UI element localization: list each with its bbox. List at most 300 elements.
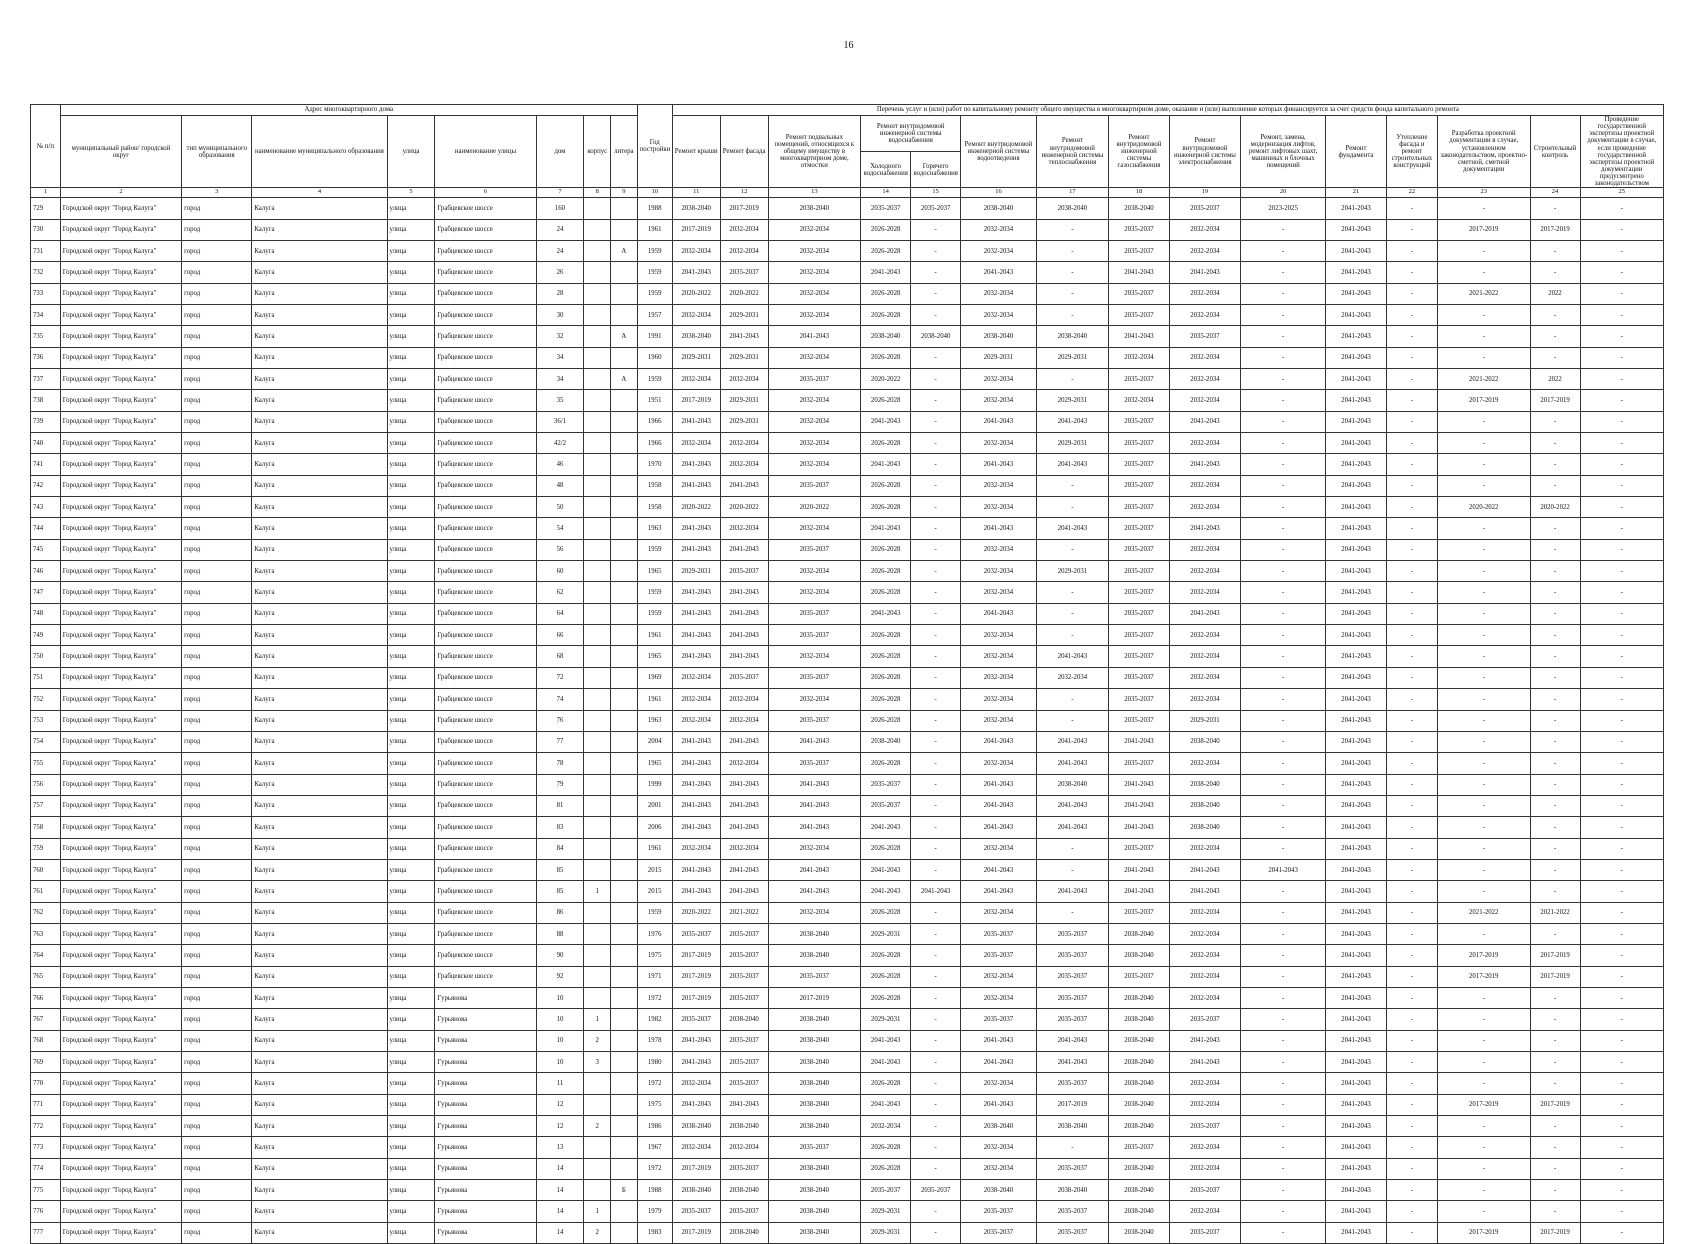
table-cell: - <box>1241 731 1326 752</box>
table-row <box>31 1052 1664 1073</box>
table-cell: - <box>1530 753 1580 774</box>
table-cell: 749 <box>31 625 61 646</box>
table-cell: - <box>1241 774 1326 795</box>
table-cell: - <box>1386 795 1437 816</box>
table-cell: 2035-2037 <box>1109 1137 1170 1158</box>
table-cell <box>584 689 611 710</box>
table-cell: 2035-2037 <box>672 923 720 944</box>
table-cell: - <box>911 945 961 966</box>
table-cell <box>611 561 638 582</box>
table-cell: улица <box>387 219 435 240</box>
table-cell: 2041-2043 <box>961 411 1037 432</box>
header-insulation: Утепление фасада и ремонт строительных конструкций <box>1386 116 1437 188</box>
table-cell: - <box>911 304 961 325</box>
table-cell: 729 <box>31 198 61 219</box>
table-cell: 14 <box>536 1158 584 1179</box>
table-cell: - <box>911 347 961 368</box>
table-cell: 2041-2043 <box>1036 731 1108 752</box>
table-cell: 2035-2037 <box>1169 1116 1240 1137</box>
table-cell: 1 <box>584 881 611 902</box>
table-cell: Городской округ "Город Калуга" <box>60 1222 181 1243</box>
table-cell: город <box>182 945 252 966</box>
table-cell: - <box>1437 198 1530 219</box>
table-cell <box>611 1052 638 1073</box>
table-cell: - <box>911 1094 961 1115</box>
table-cell: улица <box>387 1073 435 1094</box>
table-cell: - <box>1580 582 1663 603</box>
table-cell: - <box>1241 966 1326 987</box>
table-cell <box>611 625 638 646</box>
table-cell: - <box>1241 390 1326 411</box>
table-cell: 2 <box>584 1116 611 1137</box>
table-cell: - <box>1580 817 1663 838</box>
table-cell: улица <box>387 582 435 603</box>
table-cell: 2029-2031 <box>720 390 768 411</box>
table-cell: город <box>182 1158 252 1179</box>
header-house: дом <box>536 116 584 188</box>
table-row <box>31 987 1664 1008</box>
header-water-group: Ремонт внутридомовой инженерной системы водоснабжения <box>861 116 961 152</box>
table-cell: улица <box>387 603 435 624</box>
table-cell: Калуга <box>252 902 387 923</box>
table-cell: 2026-2028 <box>861 561 911 582</box>
table-cell: 756 <box>31 774 61 795</box>
table-cell: 2038-2040 <box>1109 1073 1170 1094</box>
table-cell: Калуга <box>252 689 387 710</box>
table-cell: 2035-2037 <box>1109 838 1170 859</box>
table-cell: Калуга <box>252 475 387 496</box>
table-cell: город <box>182 475 252 496</box>
table-cell: 2038-2040 <box>720 1009 768 1030</box>
table-cell: - <box>1530 987 1580 1008</box>
table-cell: 2038-2040 <box>1109 1180 1170 1201</box>
table-cell: - <box>1580 518 1663 539</box>
table-cell: - <box>1530 731 1580 752</box>
table-cell: 2038-2040 <box>768 1201 861 1222</box>
table-cell: 2041-2043 <box>1326 1094 1387 1115</box>
table-cell: 2038-2040 <box>768 1222 861 1243</box>
header-letter: литера <box>611 116 638 188</box>
table-cell: - <box>1241 369 1326 390</box>
table-row <box>31 859 1664 880</box>
table-cell: 2032-2034 <box>961 667 1037 688</box>
table-cell: 2041-2043 <box>1326 795 1387 816</box>
table-cell: - <box>1437 475 1530 496</box>
table-cell: - <box>1580 433 1663 454</box>
table-cell: 2035-2037 <box>961 1222 1037 1243</box>
table-cell: - <box>1437 881 1530 902</box>
table-cell: 2017-2019 <box>1530 966 1580 987</box>
table-cell: 2032-2034 <box>672 433 720 454</box>
table-cell: - <box>1437 262 1530 283</box>
table-cell: 2032-2034 <box>1169 902 1240 923</box>
table-cell <box>584 454 611 475</box>
table-cell: 2035-2037 <box>861 795 911 816</box>
table-cell: 2032-2034 <box>1169 625 1240 646</box>
table-cell: 2026-2028 <box>861 1137 911 1158</box>
table-cell: город <box>182 838 252 859</box>
table-cell: 2041-2043 <box>1326 390 1387 411</box>
table-cell: Городской округ "Город Калуга" <box>60 390 181 411</box>
table-cell: 2035-2037 <box>768 625 861 646</box>
table-row <box>31 1030 1664 1051</box>
table-cell: 2035-2037 <box>720 1201 768 1222</box>
table-cell: улица <box>387 198 435 219</box>
table-cell: город <box>182 902 252 923</box>
table-cell: 2020-2022 <box>672 902 720 923</box>
table-cell <box>611 1073 638 1094</box>
table-cell: 2041-2043 <box>1326 262 1387 283</box>
table-cell: 2032-2034 <box>768 304 861 325</box>
table-cell: - <box>1386 667 1437 688</box>
header-building: корпус <box>584 116 611 188</box>
table-cell: 2041-2043 <box>1326 881 1387 902</box>
table-cell: - <box>1437 731 1530 752</box>
table-cell <box>584 582 611 603</box>
table-cell: улица <box>387 1222 435 1243</box>
table-cell: 2032-2034 <box>961 1158 1037 1179</box>
table-cell: Городской округ "Город Калуга" <box>60 987 181 1008</box>
table-cell: - <box>1386 625 1437 646</box>
table-cell: 2017-2019 <box>768 987 861 1008</box>
table-row <box>31 219 1664 240</box>
table-cell: - <box>1241 1009 1326 1030</box>
table-cell: 2026-2028 <box>861 838 911 859</box>
table-cell: улица <box>387 1030 435 1051</box>
table-cell: 1975 <box>637 1094 672 1115</box>
table-cell <box>611 710 638 731</box>
table-cell: 64 <box>536 603 584 624</box>
table-cell: 1966 <box>637 411 672 432</box>
table-cell <box>584 1158 611 1179</box>
table-cell: 2038-2040 <box>1109 1052 1170 1073</box>
table-cell <box>584 731 611 752</box>
table-cell <box>611 667 638 688</box>
table-cell: 2035-2037 <box>961 945 1037 966</box>
table-cell <box>584 625 611 646</box>
table-cell <box>584 475 611 496</box>
table-cell: - <box>1386 987 1437 1008</box>
table-cell: город <box>182 774 252 795</box>
table-cell: Грабцевское шоссе <box>435 283 536 304</box>
table-cell: 2032-2034 <box>720 1137 768 1158</box>
table-cell: 2026-2028 <box>861 1073 911 1094</box>
table-cell: - <box>1241 945 1326 966</box>
table-cell: 2041-2043 <box>1326 902 1387 923</box>
table-cell: город <box>182 347 252 368</box>
table-cell: 1959 <box>637 582 672 603</box>
table-cell: 68 <box>536 646 584 667</box>
table-cell: 2035-2037 <box>961 923 1037 944</box>
table-cell: 2032-2034 <box>961 689 1037 710</box>
table-cell: 2026-2028 <box>861 304 911 325</box>
table-cell: 2035-2037 <box>1109 689 1170 710</box>
table-cell: - <box>1036 240 1108 261</box>
table-cell: - <box>1036 838 1108 859</box>
table-cell: 2035-2037 <box>1109 561 1170 582</box>
table-cell: 1957 <box>637 304 672 325</box>
table-cell <box>611 945 638 966</box>
table-cell: Грабцевское шоссе <box>435 603 536 624</box>
table-cell: город <box>182 304 252 325</box>
table-cell: 2035-2037 <box>1109 304 1170 325</box>
table-cell: 734 <box>31 304 61 325</box>
table-cell: 2041-2043 <box>720 625 768 646</box>
table-cell: 2041-2043 <box>720 326 768 347</box>
table-cell: Калуга <box>252 1052 387 1073</box>
table-cell: 2017-2019 <box>1530 219 1580 240</box>
table-cell: 2038-2040 <box>961 1116 1037 1137</box>
table-cell: - <box>1036 1137 1108 1158</box>
table-cell: 2032-2034 <box>961 625 1037 646</box>
table-cell: Грабцевское шоссе <box>435 753 536 774</box>
table-cell: - <box>1386 262 1437 283</box>
table-cell: 2029-2031 <box>672 347 720 368</box>
table-cell: 2032-2034 <box>1169 838 1240 859</box>
table-cell: 2041-2043 <box>1326 603 1387 624</box>
table-cell: 2035-2037 <box>672 1009 720 1030</box>
table-cell: 736 <box>31 347 61 368</box>
table-cell: 2035-2037 <box>768 966 861 987</box>
table-cell: 2038-2040 <box>1109 1009 1170 1030</box>
table-row <box>31 1201 1664 1222</box>
table-cell: 2038-2040 <box>1169 795 1240 816</box>
table-cell: 2032-2034 <box>1169 1201 1240 1222</box>
table-cell: - <box>1580 262 1663 283</box>
table-cell: Городской округ "Город Калуга" <box>60 966 181 987</box>
table-cell: 2041-2043 <box>1169 454 1240 475</box>
table-row <box>31 731 1664 752</box>
table-row <box>31 497 1664 518</box>
table-cell: 56 <box>536 539 584 560</box>
table-cell: 2035-2037 <box>911 198 961 219</box>
table-cell: 2038-2040 <box>1036 774 1108 795</box>
table-cell: - <box>911 369 961 390</box>
column-number: 23 <box>1437 188 1530 198</box>
column-number: 9 <box>611 188 638 198</box>
table-cell: - <box>1386 347 1437 368</box>
table-cell: 2041-2043 <box>861 411 911 432</box>
table-cell: - <box>1036 369 1108 390</box>
header-design: Разработка проектной документации в случае, установленном законодательством, проектно-сметной, сметной документации <box>1437 116 1530 188</box>
table-cell: - <box>1241 561 1326 582</box>
table-cell: - <box>1241 646 1326 667</box>
table-cell: 2041-2043 <box>1109 817 1170 838</box>
table-cell: 1959 <box>637 262 672 283</box>
table-cell: - <box>1036 219 1108 240</box>
table-cell: 733 <box>31 283 61 304</box>
table-cell: 761 <box>31 881 61 902</box>
table-cell: 735 <box>31 326 61 347</box>
table-cell: улица <box>387 539 435 560</box>
table-cell: город <box>182 966 252 987</box>
table-cell: - <box>1530 198 1580 219</box>
table-cell: - <box>1530 667 1580 688</box>
table-cell: 2041-2043 <box>961 774 1037 795</box>
table-row <box>31 902 1664 923</box>
table-cell: улица <box>387 518 435 539</box>
table-cell: 2035-2037 <box>1109 710 1170 731</box>
table-cell: - <box>1580 945 1663 966</box>
table-cell: Грабцевское шоссе <box>435 859 536 880</box>
table-cell: 2035-2037 <box>1109 582 1170 603</box>
table-cell: 2041-2043 <box>911 881 961 902</box>
table-cell: улица <box>387 1180 435 1201</box>
table-cell: город <box>182 625 252 646</box>
header-street-name: наименование улицы <box>435 116 536 188</box>
table-cell: 766 <box>31 987 61 1008</box>
table-cell: - <box>1241 283 1326 304</box>
table-cell: - <box>1530 518 1580 539</box>
table-cell: 2035-2037 <box>1109 966 1170 987</box>
table-cell: - <box>1241 326 1326 347</box>
table-cell: - <box>1530 433 1580 454</box>
table-cell: 2035-2037 <box>720 987 768 1008</box>
table-cell: - <box>911 987 961 1008</box>
table-cell: - <box>911 1137 961 1158</box>
table-cell: Городской округ "Город Калуга" <box>60 753 181 774</box>
table-cell: 2038-2040 <box>768 1116 861 1137</box>
table-cell: улица <box>387 987 435 1008</box>
table-cell: - <box>1241 817 1326 838</box>
table-cell: 2041-2043 <box>1326 1009 1387 1030</box>
table-cell: 2038-2040 <box>1109 1201 1170 1222</box>
table-cell: 1988 <box>637 1180 672 1201</box>
table-row <box>31 582 1664 603</box>
table-cell: улица <box>387 1201 435 1222</box>
table-cell: 2017-2019 <box>1437 390 1530 411</box>
table-cell: - <box>1241 689 1326 710</box>
table-cell: 764 <box>31 945 61 966</box>
table-cell: - <box>1241 1201 1326 1222</box>
table-cell: - <box>1530 475 1580 496</box>
table-cell: - <box>1530 603 1580 624</box>
table-cell: 753 <box>31 710 61 731</box>
table-cell: - <box>1386 1030 1437 1051</box>
table-cell: 78 <box>536 753 584 774</box>
table-cell <box>584 987 611 1008</box>
column-number: 13 <box>768 188 861 198</box>
table-cell: Городской округ "Город Калуга" <box>60 219 181 240</box>
table-cell: - <box>1036 859 1108 880</box>
table-cell: город <box>182 369 252 390</box>
table-cell <box>611 475 638 496</box>
table-cell: 2041-2043 <box>720 881 768 902</box>
table-cell: город <box>182 262 252 283</box>
table-cell: 2035-2037 <box>1036 966 1108 987</box>
table-cell: - <box>911 710 961 731</box>
table-row <box>31 945 1664 966</box>
table-cell: - <box>1530 689 1580 710</box>
table-cell: - <box>1386 1201 1437 1222</box>
table-cell <box>584 774 611 795</box>
table-cell: Калуга <box>252 731 387 752</box>
table-cell: 1959 <box>637 539 672 560</box>
table-cell: 2017-2019 <box>672 987 720 1008</box>
table-cell: - <box>911 923 961 944</box>
table-cell: 2020-2022 <box>672 497 720 518</box>
table-cell: 2041-2043 <box>672 646 720 667</box>
table-cell: - <box>1386 1009 1437 1030</box>
table-cell: Грабцевское шоссе <box>435 731 536 752</box>
table-cell: 2022 <box>1530 283 1580 304</box>
table-cell: 2038-2040 <box>768 198 861 219</box>
table-cell <box>584 262 611 283</box>
table-cell: город <box>182 518 252 539</box>
table-cell: 732 <box>31 262 61 283</box>
table-cell: 2032-2034 <box>768 582 861 603</box>
table-cell: улица <box>387 497 435 518</box>
table-cell: 2041-2043 <box>1326 304 1387 325</box>
table-cell: 744 <box>31 518 61 539</box>
table-cell: 13 <box>536 1137 584 1158</box>
table-cell: - <box>1437 454 1530 475</box>
table-cell: 2038-2040 <box>720 1116 768 1137</box>
table-cell: 2032-2034 <box>1169 304 1240 325</box>
table-cell: Калуга <box>252 625 387 646</box>
table-cell: 2041-2043 <box>961 1094 1037 1115</box>
table-cell: - <box>1036 710 1108 731</box>
table-cell: 2041-2043 <box>1169 518 1240 539</box>
table-cell: 2041-2043 <box>672 795 720 816</box>
table-cell <box>611 390 638 411</box>
table-cell: Калуга <box>252 1201 387 1222</box>
table-cell: 2035-2037 <box>768 603 861 624</box>
table-cell: 2020-2022 <box>768 497 861 518</box>
table-cell: - <box>1241 1094 1326 1115</box>
table-cell: 2032-2034 <box>1169 923 1240 944</box>
table-cell: - <box>911 1158 961 1179</box>
table-cell <box>611 1201 638 1222</box>
table-cell: - <box>911 753 961 774</box>
table-cell: город <box>182 454 252 475</box>
table-cell: 737 <box>31 369 61 390</box>
header-elevator: Ремонт, замена, модернизация лифтов, ремонт лифтовых шахт, машинных и блочных помещений <box>1241 116 1326 188</box>
table-cell: - <box>911 454 961 475</box>
table-cell: Городской округ "Город Калуга" <box>60 945 181 966</box>
column-number: 18 <box>1109 188 1170 198</box>
table-cell: Калуга <box>252 390 387 411</box>
table-cell: Гурьянова <box>435 1094 536 1115</box>
table-cell: - <box>1580 219 1663 240</box>
table-cell: 2041-2043 <box>672 753 720 774</box>
table-cell: Б <box>611 1180 638 1201</box>
table-cell: Калуга <box>252 1073 387 1094</box>
table-cell: 2035-2037 <box>1109 475 1170 496</box>
table-cell: 2017-2019 <box>1530 1094 1580 1115</box>
table-row <box>31 262 1664 283</box>
table-cell: - <box>1580 369 1663 390</box>
table-cell: 54 <box>536 518 584 539</box>
table-cell: 2041-2043 <box>861 1030 911 1051</box>
table-cell: - <box>1437 774 1530 795</box>
table-cell: Гурьянова <box>435 1009 536 1030</box>
table-cell: 2026-2028 <box>861 433 911 454</box>
table-cell: 2020-2022 <box>672 283 720 304</box>
table-cell: 2041-2043 <box>720 539 768 560</box>
table-cell: улица <box>387 795 435 816</box>
table-cell: 2041-2043 <box>1326 326 1387 347</box>
table-cell: - <box>911 539 961 560</box>
table-cell <box>584 838 611 859</box>
table-cell: 2041-2043 <box>861 1094 911 1115</box>
table-cell: Городской округ "Город Калуга" <box>60 497 181 518</box>
table-cell: Городской округ "Город Калуга" <box>60 731 181 752</box>
table-cell: 731 <box>31 240 61 261</box>
table-row <box>31 475 1664 496</box>
table-cell: - <box>1386 475 1437 496</box>
table-row <box>31 390 1664 411</box>
